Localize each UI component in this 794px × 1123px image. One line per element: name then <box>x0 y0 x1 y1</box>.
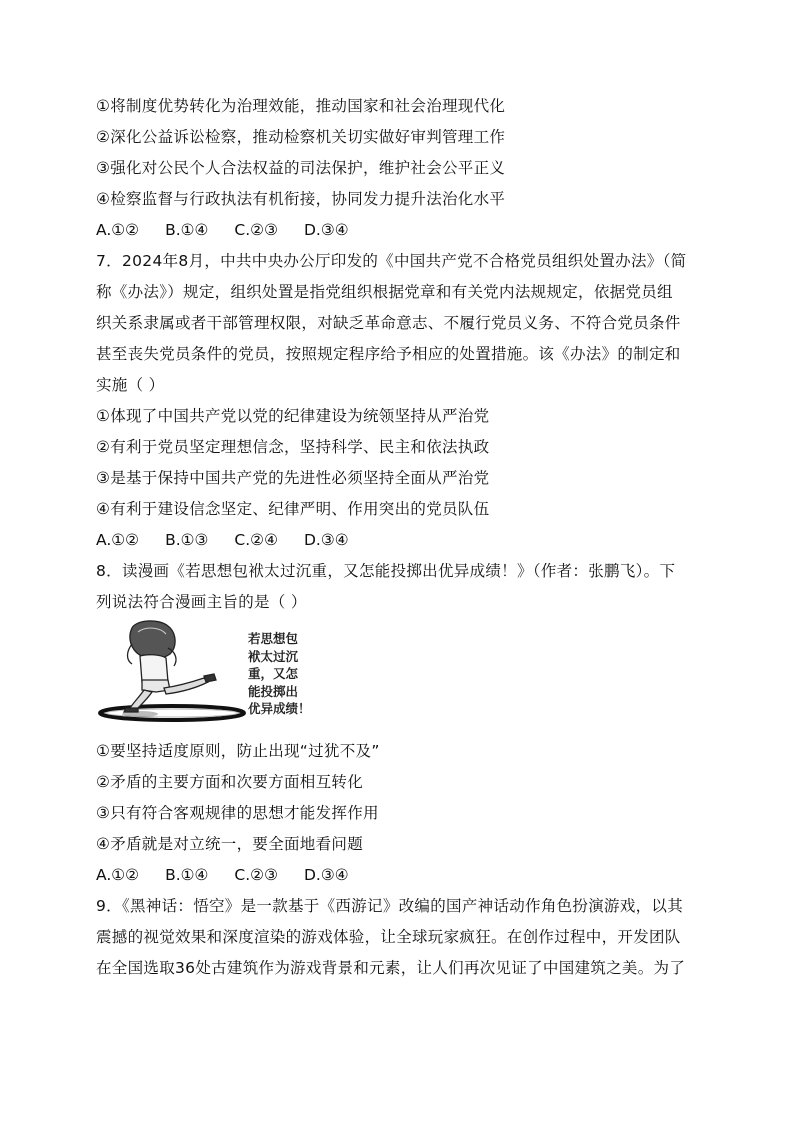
cartoon-caption <box>248 630 318 718</box>
q9-stem-line-1: 9．《黑神话：悟空》是一款基于《西游记》改编的国产神话动作角色扮演游戏，以其 <box>96 897 684 915</box>
q7-item-3: ③是基于保持中国共产党的先进性必须坚持全面从严治党 <box>96 469 490 487</box>
q7-stem-line-5: 实施（ ） <box>96 376 165 394</box>
q8-item-4: ④矛盾就是对立统一，要全面地看问题 <box>96 835 363 853</box>
q6-option-a: A.①② <box>96 221 140 239</box>
q8-option-a: A.①② <box>96 866 140 884</box>
q8-option-b: B.①④ <box>165 866 209 884</box>
q6-item-3: ③强化对公民个人合法权益的司法保护，维护社会公平正义 <box>96 159 506 177</box>
q8-options <box>96 865 375 885</box>
throwing-circle <box>100 706 244 720</box>
heavy-burden <box>130 621 175 658</box>
cartoon-caption-line: 若思想包 <box>248 631 299 646</box>
q8-item-1: ①要坚持适度原则，防止出现“过犹不及” <box>96 742 380 760</box>
cartoon-caption-line: 重，又怎 <box>248 666 299 681</box>
q7-option-c: C.②④ <box>234 531 278 549</box>
q7-option-a: A.①② <box>96 531 140 549</box>
q8-option-c: C.②③ <box>234 866 278 884</box>
q7-item-4: ④有利于建设信念坚定、纪律严明、作用突出的党员队伍 <box>96 500 490 518</box>
q9-stem-line-2: 震撼的视觉效果和深度渲染的游戏体验，让全球玩家疯狂。在创作过程中，开发团队 <box>96 928 681 946</box>
cartoon-caption-line: 袱太过沉 <box>248 648 299 664</box>
q8-stem-line-2: 列说法符合漫画主旨的是（ ） <box>96 593 307 611</box>
q8-item-3: ③只有符合客观规律的思想才能发挥作用 <box>96 804 379 822</box>
q8-item-2: ②矛盾的主要方面和次要方面相互转化 <box>96 773 363 791</box>
q7-item-1: ①体现了中国共产党以党的纪律建设为统领坚持从严治党 <box>96 407 490 425</box>
q6-options <box>96 220 375 240</box>
q6-item-2: ②深化公益诉讼检察，推动检察机关切实做好审判管理工作 <box>96 128 506 146</box>
cartoon-caption-line: 能投掷出 <box>248 683 299 699</box>
q7-option-b: B.①③ <box>165 531 209 549</box>
q9-stem-line-3: 在全国选取36处古建筑作为游戏背景和元素，让人们再次见证了中国建筑之美。为了 <box>96 959 686 977</box>
q6-item-4: ④检察监督与行政执法有机衔接，协同发力提升法治化水平 <box>96 190 506 208</box>
q7-stem-line-3: 织关系隶属或者干部管理权限，对缺乏革命意志、不履行党员义务、不符合党员条件 <box>96 314 681 332</box>
q6-option-b: B.①④ <box>165 221 209 239</box>
q6-item-1: ①将制度优势转化为治理效能，推动国家和社会治理现代化 <box>96 97 506 115</box>
athlete-figure <box>124 621 216 712</box>
q6-option-d: D.③④ <box>303 221 349 239</box>
q8-option-d: D.③④ <box>303 866 349 884</box>
q7-stem-line-1: 7．2024年8月，中共中央办公厅印发的《中国共产党不合格党员组织处置办法》（简 <box>96 252 687 270</box>
q7-options <box>96 530 375 550</box>
q8-stem-line-1: 8．读漫画《若思想包袱太过沉重，又怎能投掷出优异成绩！》（作者：张鹏飞）。下 <box>96 562 676 580</box>
q7-item-2: ②有利于党员坚定理想信念，坚持科学、民主和依法执政 <box>96 438 490 456</box>
q7-stem-line-2: 称《办法》）规定，组织处置是指党组织根据党章和有关党内法规规定，依据党员组 <box>96 283 673 301</box>
q6-option-c: C.②③ <box>234 221 278 239</box>
q7-stem-line-4: 甚至丧失党员条件的党员，按照规定程序给予相应的处置措施。该《办法》的制定和 <box>96 345 681 363</box>
q7-option-d: D.③④ <box>303 531 349 549</box>
cartoon-caption-line: 优异成绩！ <box>248 701 311 716</box>
